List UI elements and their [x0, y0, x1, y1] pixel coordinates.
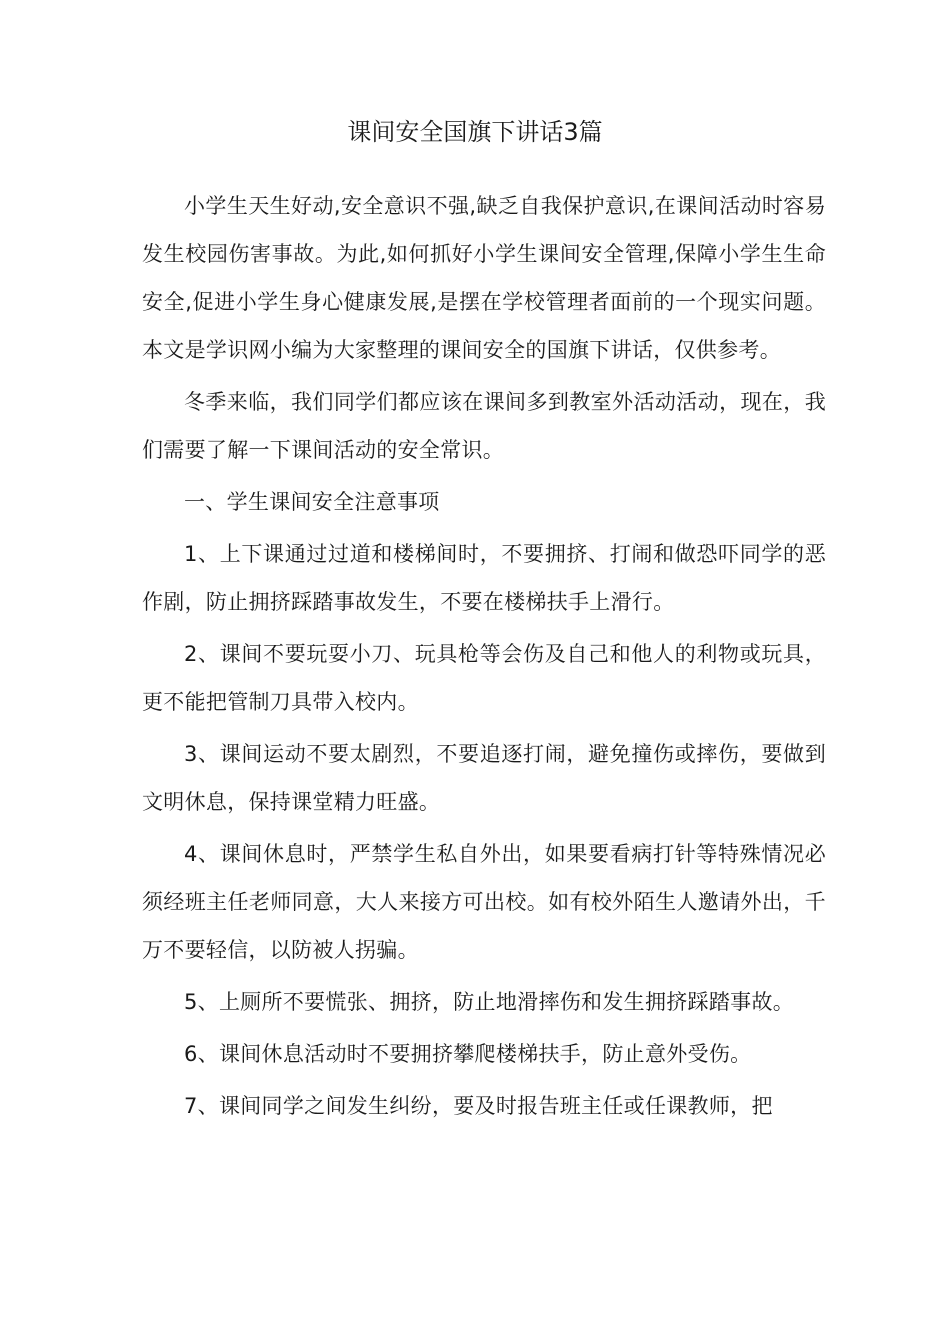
- list-item-7: 7、课间同学之间发生纠纷，要及时报告班主任或任课教师，把: [184, 1094, 773, 1118]
- section-heading: 一、学生课间安全注意事项: [184, 490, 440, 514]
- list-item-4: 4、课间休息时，严禁学生私自外出，如果要看病打针等特殊情况必须经班主任老师同意，大人来接方可出校。如有校外陌生人邀请外出，千万不要轻信，以防被人拐骗。: [142, 842, 826, 962]
- document-title: 课间安全国旗下讲话3篇: [347, 118, 603, 146]
- paragraph-winter: 冬季来临，我们同学们都应该在课间多到教室外活动活动，现在，我们需要了解一下课间活动的安全常识。: [142, 390, 826, 462]
- list-item-2: 2、课间不要玩耍小刀、玩具枪等会伤及自己和他人的利物或玩具，更不能把管制刀具带入校内。: [142, 642, 826, 714]
- document-body: [142, 182, 826, 1130]
- list-item-1: 1、上下课通过过道和楼梯间时，不要拥挤、打闹和做恐吓同学的恶作剧，防止拥挤踩踏事故发生，不要在楼梯扶手上滑行。: [142, 542, 826, 614]
- paragraph-intro: 小学生天生好动,安全意识不强,缺乏自我保护意识,在课间活动时容易发生校园伤害事故。为此,如何抓好小学生课间安全管理,保障小学生生命安全,促进小学生身心健康发展,是摆在学校管理者面前的一个现实问题。本文是学识网小编为大家整理的课间安全的国旗下讲话，仅供参考。: [142, 194, 826, 362]
- list-item-3: 3、课间运动不要太剧烈，不要追逐打闹，避免撞伤或摔伤，要做到文明休息，保持课堂精力旺盛。: [142, 742, 826, 814]
- list-item-6: 6、课间休息活动时不要拥挤攀爬楼梯扶手，防止意外受伤。: [184, 1042, 752, 1066]
- list-item-5: 5、上厕所不要慌张、拥挤，防止地滑摔伤和发生拥挤踩踏事故。: [184, 990, 795, 1014]
